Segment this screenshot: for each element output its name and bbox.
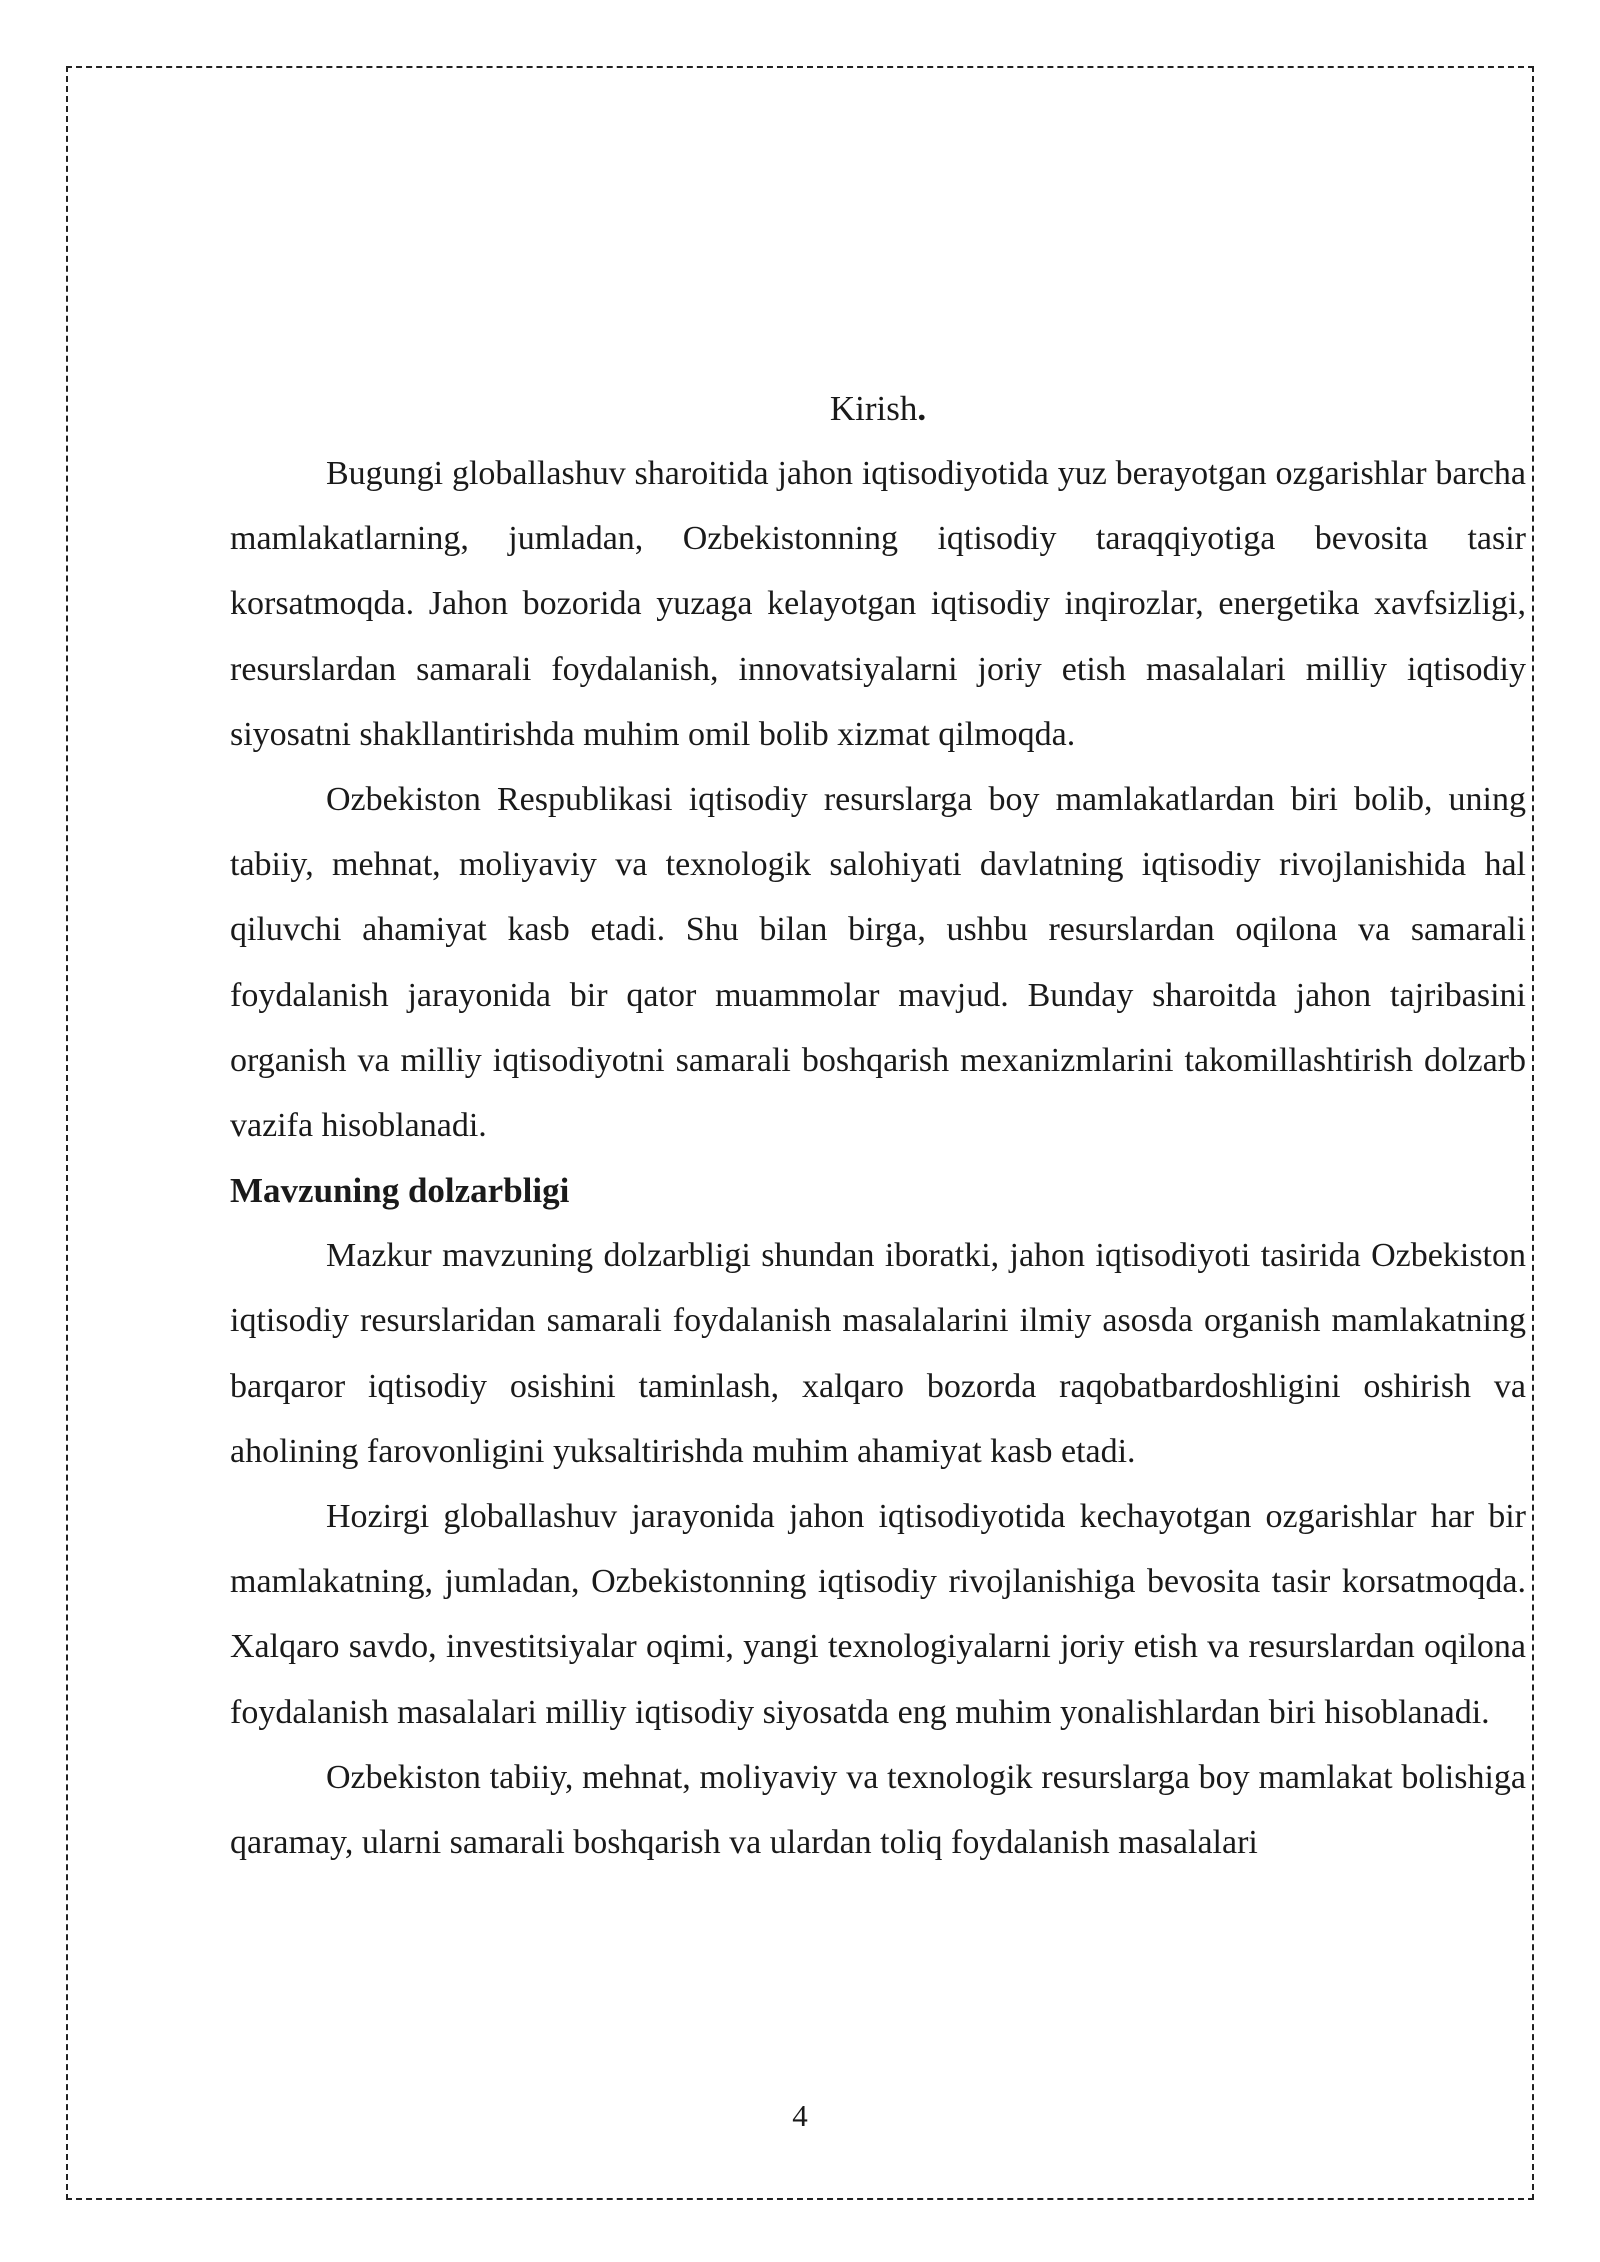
page-title [230, 376, 1526, 441]
page-number: 4 [792, 2098, 808, 2133]
paragraph-section-2: Hozirgi globallashuv jarayonida jahon iqtisodiyotida kechayotgan ozgarishlar har bir mamlakatning, jumladan, Ozbekistonning iqtisodiy rivojlanishiga bevosita tasir korsatmoqda. Xalqaro savdo, investitsiyalar oqimi, yangi texnologiyalarni joriy etish va resurslardan oqilona foydalanish masalalari milliy iqtisodiy siyosatda eng muhim yonalishlardan biri hisoblanadi. [230, 1498, 1526, 1731]
title-text: Kirish [829, 389, 918, 428]
paragraph-section-1: Mazkur mavzuning dolzarbligi shundan iboratki, jahon iqtisodiyoti tasirida Ozbekiston iqtisodiy resurslaridan samarali foydalanish masalalarini ilmiy asosda organish mamlakatning barqaror iqtisodiy osishini taminlash, xalqaro bozorda raqobatbardoshligini oshirish va aholining farovonligini yuksaltirishda muhim ahamiyat kasb etadi. [230, 1237, 1526, 1470]
paragraph-intro-2: Ozbekiston Respublikasi iqtisodiy resurslarga boy mamlakatlardan biri bolib, uning tabiiy, mehnat, moliyaviy va texnologik salohiyati davlatning iqtisodiy rivojlanishida hal qiluvchi ahamiyat kasb etadi. Shu bilan birga, ushbu resurslardan oqilona va samarali foydalanish jarayonida bir qator muammolar mavjud. Bunday sharoitda jahon tajribasini organish va milliy iqtisodiyotni samarali boshqarish mexanizmlarini takomillashtirish dolzarb vazifa hisoblanadi. [230, 781, 1526, 1145]
section-heading: Mavzuning dolzarbligi [230, 1171, 570, 1211]
paragraph-intro-1: Bugungi globallashuv sharoitida jahon iqtisodiyotida yuz berayotgan ozgarishlar barcha mamlakatlarning, jumladan, Ozbekistonning iqtisodiy taraqqiyotiga bevosita tasir korsatmoqda. Jahon bozorida yuzaga kelayotgan iqtisodiy inqirozlar, energetika xavfsizligi, resurslardan samarali foydalanish, innovatsiyalarni joriy etish masalalari milliy iqtisodiy siyosatni shakllantirishda muhim omil bolib xizmat qilmoqda. [230, 455, 1526, 753]
title-punctuation: . [917, 389, 927, 428]
document-body [230, 376, 1526, 1875]
paragraph-section-3: Ozbekiston tabiiy, mehnat, moliyaviy va texnologik resurslarga boy mamlakat bolishiga qaramay, ularni samarali boshqarish va ulardan toliq foydalanish masalalari [230, 1758, 1526, 1862]
